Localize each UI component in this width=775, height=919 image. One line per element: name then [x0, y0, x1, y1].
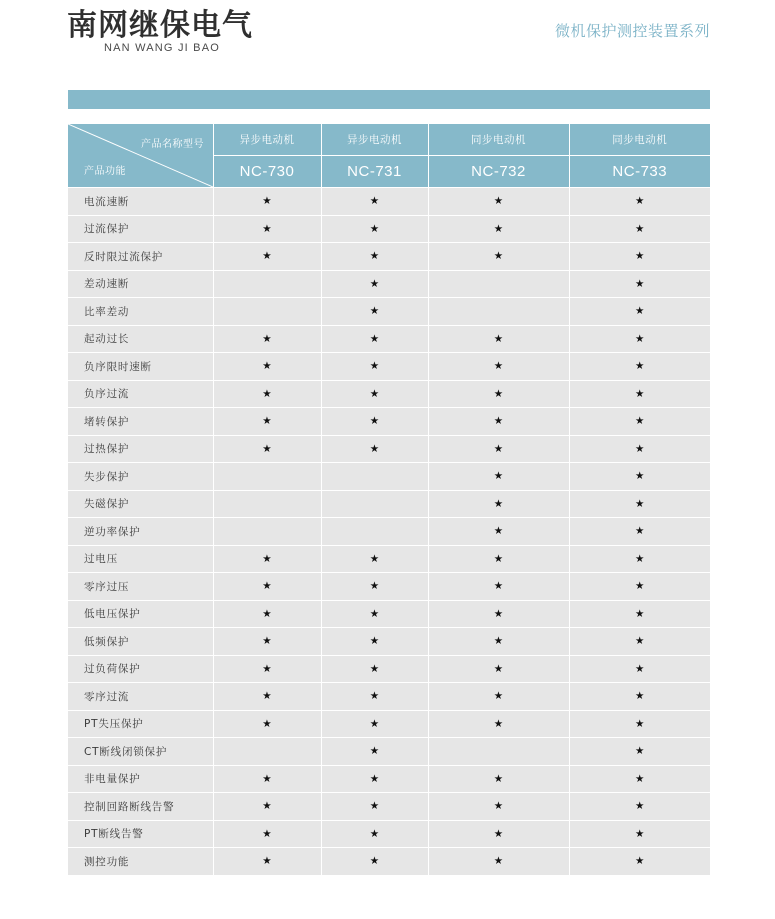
star-icon: ★ — [369, 800, 380, 813]
star-icon: ★ — [635, 690, 645, 703]
support-cell — [569, 380, 710, 408]
support-cell — [569, 655, 710, 683]
brand-logo — [67, 8, 253, 54]
star-icon: ★ — [493, 387, 504, 400]
support-cell — [428, 435, 569, 463]
star-icon: ★ — [369, 690, 380, 703]
star-icon: ★ — [369, 827, 380, 840]
star-icon: ★ — [493, 855, 504, 868]
support-cell — [428, 298, 569, 326]
star-icon: ★ — [369, 855, 380, 868]
star-icon: ★ — [262, 360, 272, 373]
function-name: 过流保护 — [68, 215, 213, 243]
table-row — [68, 573, 710, 601]
star-icon: ★ — [635, 222, 645, 235]
table-row — [68, 490, 710, 518]
function-table — [68, 124, 710, 875]
star-icon: ★ — [635, 827, 645, 840]
support-cell — [321, 243, 428, 271]
support-cell — [213, 655, 321, 683]
support-cell — [428, 545, 569, 573]
star-icon: ★ — [369, 250, 380, 263]
star-icon: ★ — [635, 195, 645, 208]
function-name: 逆功率保护 — [68, 518, 213, 546]
support-cell — [213, 215, 321, 243]
star-icon: ★ — [635, 332, 645, 345]
support-cell — [569, 573, 710, 601]
function-name: PT失压保护 — [68, 710, 213, 738]
support-cell — [569, 628, 710, 656]
star-icon: ★ — [493, 580, 504, 593]
support-cell — [213, 573, 321, 601]
star-icon: ★ — [262, 855, 272, 868]
star-icon: ★ — [369, 607, 380, 620]
star-icon: ★ — [635, 800, 645, 813]
table-row — [68, 600, 710, 628]
star-icon: ★ — [369, 745, 380, 758]
support-cell — [321, 518, 428, 546]
support-cell — [428, 518, 569, 546]
column-model: NC-730 — [213, 156, 321, 188]
star-icon: ★ — [493, 800, 504, 813]
table-row — [68, 765, 710, 793]
support-cell — [213, 820, 321, 848]
series-title: 微机保护测控装置系列 — [554, 22, 710, 40]
table-row — [68, 820, 710, 848]
star-icon: ★ — [369, 442, 380, 455]
support-cell — [213, 848, 321, 875]
table-row — [68, 848, 710, 875]
support-cell — [321, 435, 428, 463]
support-cell — [321, 628, 428, 656]
function-name: 失步保护 — [68, 463, 213, 491]
star-icon: ★ — [635, 607, 645, 620]
support-cell — [321, 573, 428, 601]
star-icon: ★ — [635, 470, 645, 483]
function-name: 堵转保护 — [68, 408, 213, 436]
star-icon: ★ — [635, 662, 645, 675]
support-cell — [569, 490, 710, 518]
star-icon: ★ — [635, 772, 645, 785]
support-cell — [213, 793, 321, 821]
star-icon: ★ — [635, 360, 645, 373]
table-corner-header — [68, 124, 213, 188]
table-row — [68, 243, 710, 271]
star-icon: ★ — [262, 552, 272, 565]
star-icon: ★ — [262, 827, 272, 840]
star-icon: ★ — [369, 222, 380, 235]
table-row — [68, 188, 710, 216]
support-cell — [569, 353, 710, 381]
support-cell — [213, 408, 321, 436]
star-icon: ★ — [262, 415, 272, 428]
support-cell — [321, 270, 428, 298]
function-name: 起动过长 — [68, 325, 213, 353]
star-icon: ★ — [635, 745, 645, 758]
table-row — [68, 683, 710, 711]
table-row — [68, 793, 710, 821]
column-model: NC-731 — [321, 156, 428, 188]
support-cell — [569, 820, 710, 848]
support-cell — [428, 325, 569, 353]
support-cell — [569, 765, 710, 793]
function-name: 过负荷保护 — [68, 655, 213, 683]
support-cell — [428, 848, 569, 875]
star-icon: ★ — [262, 250, 272, 263]
function-name: 测控功能 — [68, 848, 213, 875]
star-icon: ★ — [493, 332, 504, 345]
support-cell — [428, 270, 569, 298]
support-cell — [569, 600, 710, 628]
support-cell — [428, 215, 569, 243]
support-cell — [569, 188, 710, 216]
support-cell — [321, 325, 428, 353]
star-icon: ★ — [493, 635, 504, 648]
star-icon: ★ — [493, 250, 504, 263]
star-icon: ★ — [262, 635, 272, 648]
table-row — [68, 463, 710, 491]
star-icon: ★ — [369, 635, 380, 648]
star-icon: ★ — [493, 662, 504, 675]
star-icon: ★ — [369, 772, 380, 785]
star-icon: ★ — [369, 195, 380, 208]
star-icon: ★ — [262, 580, 272, 593]
support-cell — [569, 683, 710, 711]
support-cell — [321, 353, 428, 381]
star-icon: ★ — [635, 387, 645, 400]
support-cell — [321, 738, 428, 766]
table-body — [68, 188, 710, 875]
support-cell — [213, 710, 321, 738]
function-name: PT断线告警 — [68, 820, 213, 848]
star-icon: ★ — [493, 415, 504, 428]
support-cell — [569, 215, 710, 243]
support-cell — [213, 298, 321, 326]
support-cell — [321, 683, 428, 711]
support-cell — [321, 765, 428, 793]
star-icon: ★ — [635, 497, 645, 510]
function-name: 失磁保护 — [68, 490, 213, 518]
support-cell — [213, 243, 321, 271]
star-icon: ★ — [493, 607, 504, 620]
function-name: 比率差动 — [68, 298, 213, 326]
star-icon: ★ — [262, 222, 272, 235]
star-icon: ★ — [493, 497, 504, 510]
table-row — [68, 353, 710, 381]
support-cell — [321, 188, 428, 216]
star-icon: ★ — [493, 827, 504, 840]
function-name: 低频保护 — [68, 628, 213, 656]
support-cell — [321, 380, 428, 408]
star-icon: ★ — [635, 552, 645, 565]
table-row — [68, 655, 710, 683]
star-icon: ★ — [262, 195, 272, 208]
support-cell — [428, 353, 569, 381]
table-row — [68, 380, 710, 408]
support-cell — [428, 655, 569, 683]
function-name: 控制回路断线告警 — [68, 793, 213, 821]
support-cell — [428, 490, 569, 518]
support-cell — [321, 820, 428, 848]
support-cell — [569, 793, 710, 821]
function-name: 负序限时速断 — [68, 353, 213, 381]
star-icon: ★ — [369, 277, 380, 290]
star-icon: ★ — [262, 607, 272, 620]
star-icon: ★ — [369, 387, 380, 400]
function-name: 电流速断 — [68, 188, 213, 216]
support-cell — [428, 738, 569, 766]
support-cell — [428, 820, 569, 848]
function-name: 负序过流 — [68, 380, 213, 408]
table-row — [68, 270, 710, 298]
star-icon: ★ — [635, 525, 645, 538]
support-cell — [428, 188, 569, 216]
support-cell — [321, 545, 428, 573]
star-icon: ★ — [262, 332, 272, 345]
support-cell — [213, 628, 321, 656]
brand-title: 南网继保电气 — [67, 8, 253, 43]
function-name: 过电压 — [68, 545, 213, 573]
star-icon: ★ — [635, 580, 645, 593]
function-name: 非电量保护 — [68, 765, 213, 793]
star-icon: ★ — [369, 305, 380, 318]
star-icon: ★ — [369, 662, 380, 675]
table-row — [68, 710, 710, 738]
support-cell — [213, 765, 321, 793]
support-cell — [428, 243, 569, 271]
star-icon: ★ — [369, 360, 380, 373]
star-icon: ★ — [262, 662, 272, 675]
star-icon: ★ — [493, 195, 504, 208]
star-icon: ★ — [635, 855, 645, 868]
support-cell — [569, 848, 710, 875]
function-name: CT断线闭锁保护 — [68, 738, 213, 766]
support-cell — [321, 408, 428, 436]
function-name: 反时限过流保护 — [68, 243, 213, 271]
table-row — [68, 215, 710, 243]
function-name: 零序过压 — [68, 573, 213, 601]
star-icon: ★ — [262, 717, 272, 730]
star-icon: ★ — [493, 552, 504, 565]
support-cell — [569, 243, 710, 271]
star-icon: ★ — [493, 360, 504, 373]
star-icon: ★ — [493, 525, 504, 538]
support-cell — [428, 573, 569, 601]
star-icon: ★ — [262, 387, 272, 400]
support-cell — [213, 683, 321, 711]
support-cell — [213, 270, 321, 298]
function-name: 差动速断 — [68, 270, 213, 298]
star-icon: ★ — [635, 305, 645, 318]
table-row — [68, 545, 710, 573]
corner-label-model: 产品名称型号 — [141, 139, 204, 150]
star-icon: ★ — [369, 552, 380, 565]
star-icon: ★ — [635, 277, 645, 290]
star-icon: ★ — [635, 717, 645, 730]
support-cell — [213, 380, 321, 408]
star-icon: ★ — [369, 580, 380, 593]
function-name: 低电压保护 — [68, 600, 213, 628]
star-icon: ★ — [635, 442, 645, 455]
support-cell — [569, 298, 710, 326]
column-type: 同步电动机 — [428, 124, 569, 156]
support-cell — [213, 490, 321, 518]
star-icon: ★ — [493, 442, 504, 455]
table-row — [68, 738, 710, 766]
support-cell — [569, 463, 710, 491]
support-cell — [321, 298, 428, 326]
support-cell — [213, 600, 321, 628]
star-icon: ★ — [493, 772, 504, 785]
support-cell — [213, 435, 321, 463]
support-cell — [321, 463, 428, 491]
support-cell — [569, 435, 710, 463]
column-type: 异步电动机 — [213, 124, 321, 156]
star-icon: ★ — [262, 772, 272, 785]
support-cell — [428, 463, 569, 491]
star-icon: ★ — [493, 222, 504, 235]
table-row — [68, 628, 710, 656]
support-cell — [321, 793, 428, 821]
support-cell — [213, 463, 321, 491]
support-cell — [428, 765, 569, 793]
corner-label-function: 产品功能 — [84, 166, 126, 177]
star-icon: ★ — [262, 800, 272, 813]
brand-subtitle: NAN WANG JI BAO — [104, 42, 220, 54]
support-cell — [428, 628, 569, 656]
column-model: NC-732 — [428, 156, 569, 188]
star-icon: ★ — [262, 690, 272, 703]
support-cell — [428, 380, 569, 408]
support-cell — [213, 188, 321, 216]
support-cell — [428, 793, 569, 821]
section-bar — [68, 90, 710, 109]
star-icon: ★ — [262, 442, 272, 455]
column-type: 同步电动机 — [569, 124, 710, 156]
star-icon: ★ — [493, 690, 504, 703]
support-cell — [321, 655, 428, 683]
support-cell — [321, 710, 428, 738]
table-row — [68, 325, 710, 353]
table-row — [68, 435, 710, 463]
support-cell — [428, 600, 569, 628]
support-cell — [569, 518, 710, 546]
column-model: NC-733 — [569, 156, 710, 188]
support-cell — [213, 738, 321, 766]
support-cell — [569, 738, 710, 766]
corner-diagonal-line — [68, 124, 213, 187]
support-cell — [569, 710, 710, 738]
star-icon: ★ — [635, 635, 645, 648]
support-cell — [428, 408, 569, 436]
function-name: 过热保护 — [68, 435, 213, 463]
support-cell — [213, 545, 321, 573]
table-row — [68, 518, 710, 546]
support-cell — [428, 710, 569, 738]
table-row — [68, 408, 710, 436]
support-cell — [428, 683, 569, 711]
star-icon: ★ — [493, 717, 504, 730]
support-cell — [321, 848, 428, 875]
support-cell — [213, 518, 321, 546]
support-cell — [321, 600, 428, 628]
table-row — [68, 298, 710, 326]
star-icon: ★ — [635, 415, 645, 428]
support-cell — [213, 353, 321, 381]
function-name: 零序过流 — [68, 683, 213, 711]
support-cell — [569, 545, 710, 573]
column-type: 异步电动机 — [321, 124, 428, 156]
support-cell — [569, 270, 710, 298]
support-cell — [569, 408, 710, 436]
star-icon: ★ — [635, 250, 645, 263]
support-cell — [321, 215, 428, 243]
support-cell — [569, 325, 710, 353]
star-icon: ★ — [369, 717, 380, 730]
star-icon: ★ — [493, 470, 504, 483]
support-cell — [321, 490, 428, 518]
star-icon: ★ — [369, 332, 380, 345]
support-cell — [213, 325, 321, 353]
star-icon: ★ — [369, 415, 380, 428]
